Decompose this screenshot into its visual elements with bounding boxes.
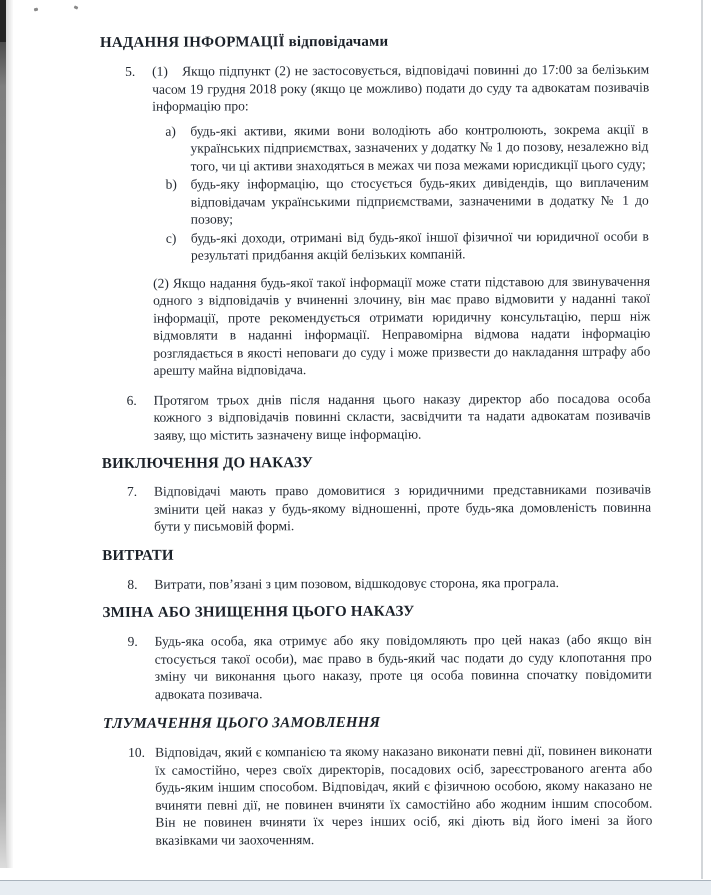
list-item-9	[127, 631, 652, 703]
list-item-7	[126, 481, 652, 536]
subitem-letter: c)	[165, 230, 177, 246]
item-number: 5.	[125, 63, 136, 79]
list-item-5c	[165, 227, 649, 264]
item-text: Відповідач, який є компанією та якому наказано виконати певні дії, повинен виконати їх самостійно, через своїх директорів, посадових осіб, зареєстрованого агента або будь-яким іншим способом. Відповідач, який є фізичною особою, якому наказано не вчиняти певні дії, не повинен вчиняти їх самостійно або жодним іншим способом. Він не повинен вчиняти їх через інших осіб, які діють від його імені за його вказівками чи заохоченням.	[155, 742, 653, 848]
subitem-text: будь-які доходи, отримані від будь-якої іншої фізичної чи юридичної особи в результаті придбання акцій белізьких компаній.	[190, 228, 649, 263]
scan-bottom-band	[0, 880, 711, 895]
item-number: 8.	[127, 576, 138, 592]
subitem-text: будь-які активи, якими вони володіють або контролюють, зокрема акції в українських підприємствах, зазначених у додатку № 1 до позову, незалежно від того, чи ці активи знаходяться в межах чи поза межами юрисдикції цього суду;	[190, 121, 649, 174]
list-item-5a	[165, 120, 649, 174]
item-number: 6.	[126, 392, 137, 408]
heading-interpretation-of-order: ТЛУМАЧЕННЯ ЦЬОГО ЗАМОВЛЕННЯ	[102, 714, 381, 732]
item-text: Витрати, пов’язані з цим позовом, відшкодовує сторона, яка програла.	[154, 574, 559, 592]
heading-variation-or-discharge: ЗМІНА АБО ЗНИЩЕННЯ ЦЬОГО НАКАЗУ	[102, 603, 415, 621]
item-number: 9.	[127, 633, 138, 649]
subitem-text: будь-яку інформацію, що стосується будь-яких дивідендів, що виплаченим відповідачам українськими підприємствами, зазначеними в додатку № 1 до позову;	[190, 174, 649, 227]
item-text: Відповідачі мають право домовитися з юридичними представниками позивачів змінити цей наказ у будь-якому відношенні, проте будь-яка домовленість повинна бути у письмовій формі.	[153, 481, 652, 534]
list-item-10	[128, 742, 653, 849]
list-item-5	[125, 61, 650, 116]
list-item-8	[127, 573, 651, 593]
item-text: Будь-яка особа, яка отримує або яку повідомляють про цей наказ (або якщо він стосується такої особи), має право в будь-який час подати до суду клопотання про зміну чи виконання цього наказу, проте ця особа повинна спочатку повідомити адвоката позивача.	[154, 631, 652, 702]
item-text	[152, 61, 649, 116]
heading-costs: ВИТРАТИ	[102, 547, 174, 564]
heading-providing-information: НАДАННЯ ІНФОРМАЦІЇ відповідачами	[99, 33, 389, 51]
item-number: 10.	[128, 744, 146, 760]
list-item-5b	[165, 174, 649, 228]
list-item-6	[126, 389, 651, 444]
subitem-letter: a)	[165, 123, 176, 139]
paragraph-5-2: (2) Якщо надання будь-якої такої інформації може стати підставою для звинувачення одного з відповідачів у вчиненні злочину, він має право відмовити у наданні такої інформації, проте рекомендується отримати юридичну консультацію, перш ніж відмовляти в наданні інформації. Неправомірна відмова надати інформацію розглядається в якості неповаги до суду і може призвести до накладання штрафу або арешту майна відповідача.	[153, 273, 651, 378]
subclause-marker: (1)	[152, 63, 168, 79]
item-number: 7.	[126, 483, 138, 499]
heading-exceptions-to-order: ВИКЛЮЧЕННЯ ДО НАКАЗУ	[101, 455, 313, 472]
item-text: Протягом трьох днів після надання цього наказу директор або посадова особа кожного з відповідачів повинні скласти, засвідчити та надати адвокатам позивачів заяву, що містить зазначену вище інформацію.	[153, 390, 651, 443]
item-5-body: Якщо підпункт (2) не застосовується, відповідачі повинні до 17:00 за белізьким часом 19 грудня 2018 року (якщо це можливо) подати до суду та адвокатам позивачів інформацію про:	[152, 61, 650, 114]
subitem-letter: b)	[165, 176, 177, 192]
